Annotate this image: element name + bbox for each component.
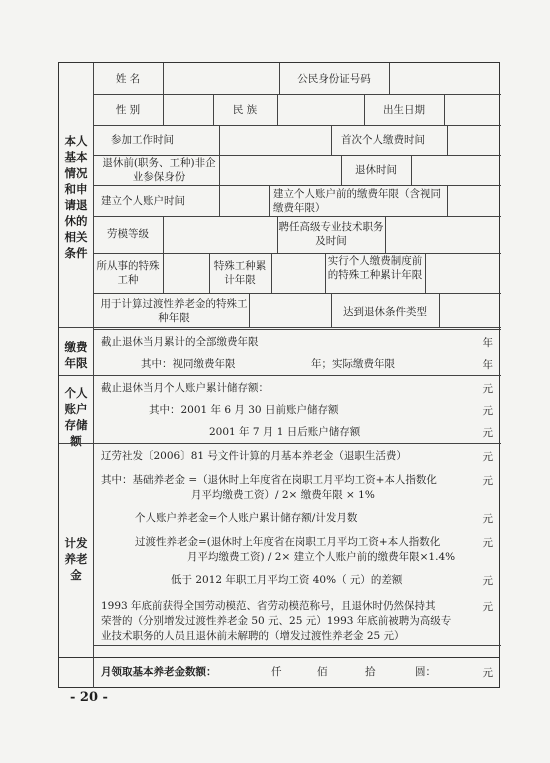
yuan-unit: 元 — [482, 427, 493, 439]
name-label: 姓 名 — [115, 73, 141, 85]
work-start-label: 参加工作时间 — [111, 134, 174, 146]
account-section-label: 个人账户存储额 — [64, 386, 88, 448]
shi-label: 拾 — [365, 666, 376, 678]
row-line — [93, 94, 501, 95]
pension-line: 荣誉的（分别增发过渡性养老金 50 元、25 元）1993 年底前被聘为高级专 — [101, 615, 452, 627]
monthly-row — [58, 658, 500, 688]
years-unit: 年 — [482, 359, 493, 371]
yuan-unit: 元 — [482, 667, 493, 679]
pre-account-years-label: 建立个人账户前的缴费年限（含视同缴费年限） — [273, 188, 441, 214]
row-line — [93, 125, 501, 126]
first-payment-label: 首次个人缴费时间 — [341, 134, 425, 146]
page-number: - 20 - — [70, 690, 108, 705]
pension-section-label: 计发养老金 — [64, 536, 88, 582]
years-unit: 年 — [482, 337, 493, 349]
yuan-unit: 元 — [482, 383, 493, 395]
row-line — [93, 645, 501, 646]
total-years-label: 截止退休当月累计的全部缴费年限 — [101, 336, 259, 348]
special-years-system-label: 实行个人缴费制度前的特殊工种累计年限 — [327, 255, 423, 281]
monthly-label: 月领取基本养老金数额： — [101, 666, 217, 678]
gender-label: 性 别 — [115, 104, 141, 116]
section-line — [59, 327, 501, 328]
qian-label: 仟 — [271, 666, 282, 678]
pension-line: 其中：基础养老金 =（退休时上年度省在岗职工月平均工资+本人指数化 — [101, 474, 437, 486]
payment-section-label: 缴费年限 — [64, 340, 88, 370]
basic-section-label: 本人基本情况和申请退休的相关条件 — [64, 134, 88, 260]
yuan-unit: 元 — [482, 451, 493, 463]
pension-form-table — [58, 62, 500, 658]
pension-line: 业技术职务的人员且退休前未解聘的（增发过渡性养老金 25 元） — [101, 630, 405, 642]
yuan-big-label: 圆： — [415, 666, 436, 678]
bai-label: 佰 — [317, 666, 328, 678]
model-worker-label: 劳模等级 — [107, 228, 149, 240]
row-line — [93, 185, 501, 186]
actual-years-label: 年；实际缴费年限 — [311, 358, 395, 370]
yuan-unit: 元 — [482, 575, 493, 587]
id-number-label: 公民身份证号码 — [297, 73, 371, 85]
account-after-label: 2001 年 7 月 1 日后账户储存额 — [209, 426, 361, 438]
account-before-label: 其中：2001 年 6 月 30 日前账户储存额 — [149, 404, 339, 416]
pension-line: 1993 年底前获得全国劳动模范、省劳动模范称号，且退休时仍然保持其 — [101, 600, 436, 612]
account-total-label: 截止退休当月个人账户累计储存额： — [101, 382, 269, 394]
pension-line: 个人账户养老金=个人账户累计储存额/计发月数 — [135, 512, 358, 524]
section-divider — [93, 63, 94, 659]
account-time-label: 建立个人账户时间 — [101, 195, 185, 207]
yuan-unit: 元 — [482, 537, 493, 549]
section-line — [59, 443, 501, 444]
yuan-unit: 元 — [482, 475, 493, 487]
ethnicity-label: 民 族 — [232, 104, 258, 116]
special-years-label: 特殊工种累计年限 — [213, 260, 267, 286]
pension-line: 月平均缴费工资）/ 2× 缴费年限 × 1% — [191, 489, 375, 501]
pension-line: 低于 2012 年职工月平均工资 40%（ 元）的差额 — [171, 574, 403, 586]
row-line — [93, 329, 501, 330]
birth-date-label: 出生日期 — [383, 104, 425, 116]
row-line — [93, 216, 501, 217]
pension-line: 辽劳社发〔2006〕81 号文件计算的月基本养老金（退职生活费） — [101, 450, 407, 462]
special-job-label: 所从事的特殊工种 — [96, 260, 160, 286]
title-rank-label: 聘任高级专业技术职务及时间 — [278, 221, 384, 247]
retire-type-label: 达到退休条件类型 — [343, 306, 427, 318]
retire-time-label: 退休时间 — [355, 164, 397, 176]
section-line — [59, 375, 501, 376]
yuan-unit: 元 — [482, 513, 493, 525]
pre-retire-identity-label: 退休前(职务、工种)非企业参保身份 — [102, 157, 216, 183]
yuan-unit: 元 — [482, 405, 493, 417]
pension-line: 过渡性养老金=(退休时上年度省在岗职工月平均工资+本人指数化 — [135, 536, 441, 548]
yuan-unit: 元 — [482, 601, 493, 613]
row-line — [93, 253, 501, 254]
transition-years-label: 用于计算过渡性养老金的特殊工种年限 — [100, 298, 248, 324]
pension-line: 月平均缴费工资) / 2× 建立个人账户前的缴费年限×1.4% — [187, 551, 456, 563]
deemed-years-label: 其中：视同缴费年限 — [141, 358, 236, 370]
